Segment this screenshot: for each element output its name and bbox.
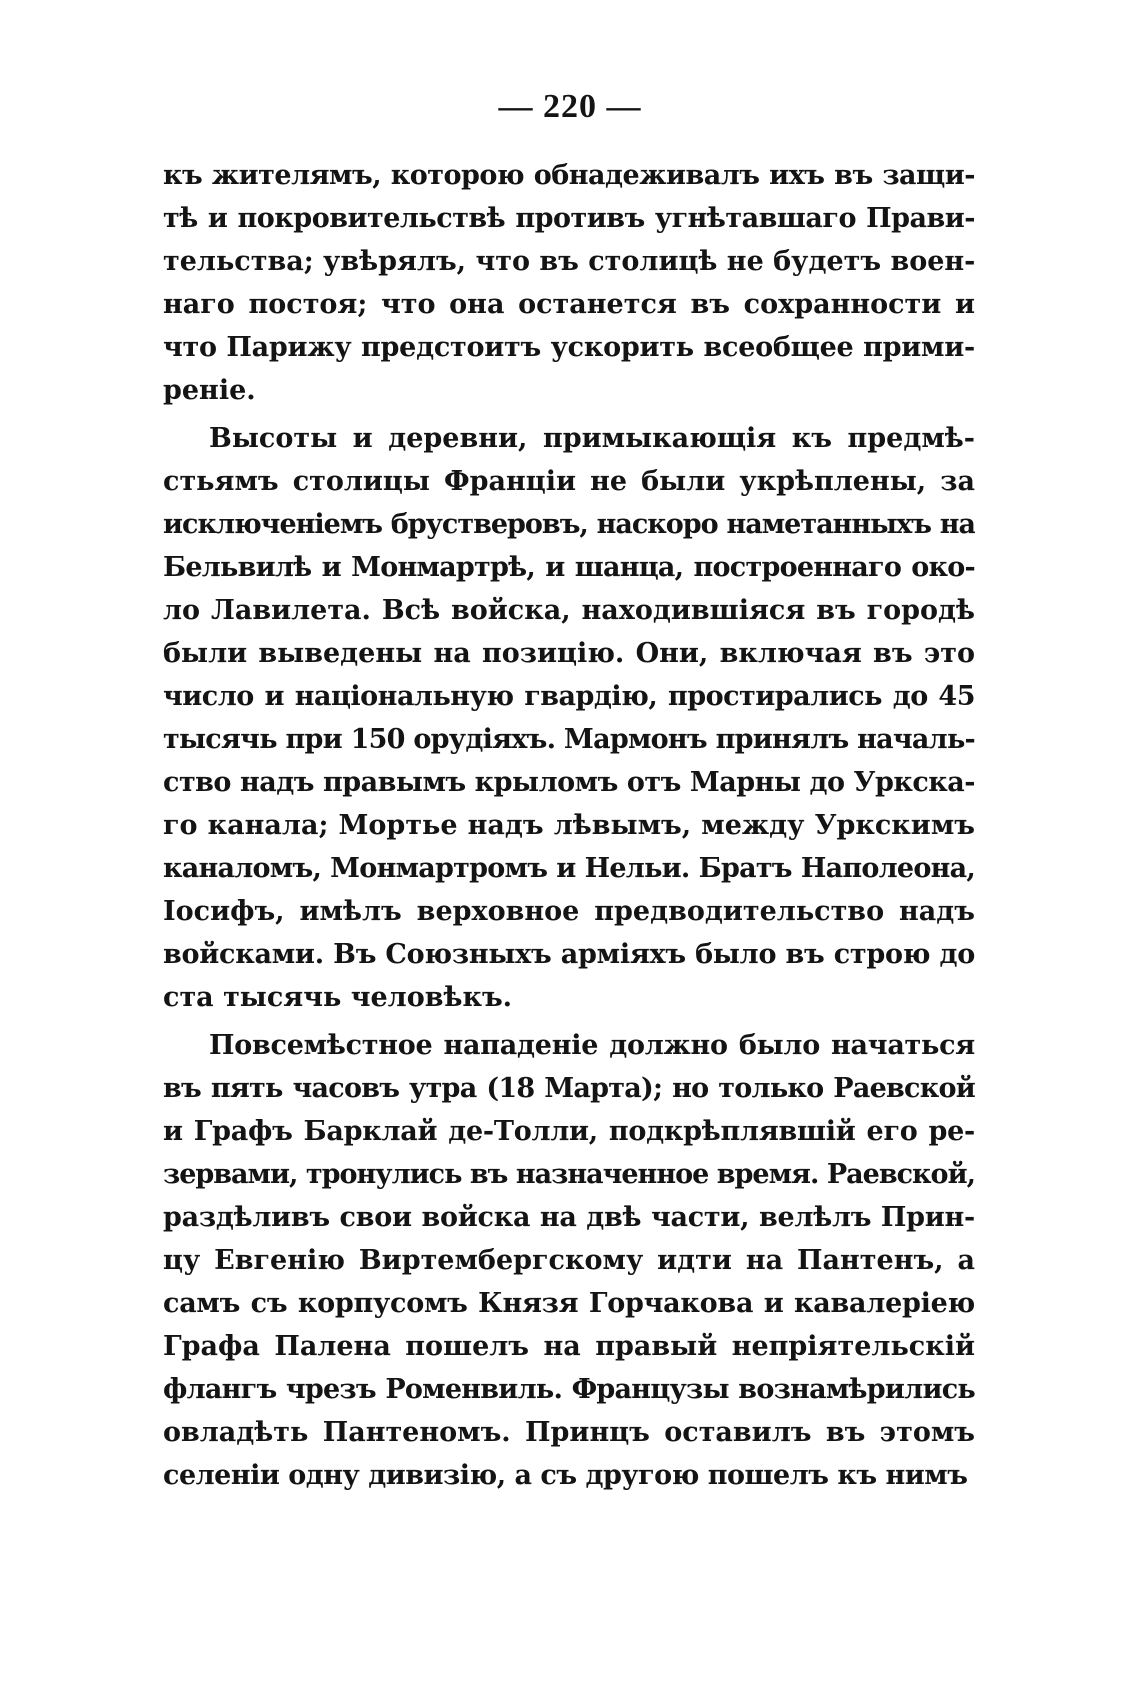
paragraph xyxy=(163,154,975,412)
text-line: и Графъ Барклай де-Толли, подкрѣплявшій его ре- xyxy=(163,1116,975,1147)
text-line: флангъ чрезъ Роменвиль. Французы вознамѣрились xyxy=(163,1374,975,1405)
text-line: были выведены на позицію. Они, включая въ это xyxy=(163,638,975,669)
paragraph xyxy=(163,1024,975,1497)
body-text xyxy=(163,154,975,1497)
text-line: стьямъ столицы Франціи не были укрѣплены, за xyxy=(163,466,975,497)
paragraph xyxy=(163,417,975,1019)
page-number: — 220 — xyxy=(498,88,642,125)
text-line: Графа Палена пошелъ на правый непріятельскій xyxy=(163,1331,975,1362)
text-line: исключеніемъ брустверовъ, наскоро наметанныхъ на xyxy=(163,509,975,540)
text-line: что Парижу предстоитъ ускорить всеобщее прими- xyxy=(163,332,975,363)
text-line: тельства; увѣрялъ, что въ столицѣ не будетъ воен- xyxy=(163,246,975,277)
text-line: Бельвилѣ и Монмартрѣ, и шанца, построеннаго око- xyxy=(163,552,975,583)
text-line: раздѣливъ свои войска на двѣ части, велѣлъ Прин- xyxy=(163,1202,975,1233)
text-line: наго постоя; что она останется въ сохранности и xyxy=(163,289,975,320)
text-line: цу Евгенію Виртембергскому идти на Пантенъ, а xyxy=(163,1245,975,1276)
text-line: ло Лавилета. Всѣ войска, находившіяся въ городѣ xyxy=(163,595,975,626)
text-line: реніе. xyxy=(163,375,256,406)
text-line: го канала; Мортье надъ лѣвымъ, между Уркскимъ xyxy=(163,810,975,841)
text-line: селеніи одну дивизію, а съ другою пошелъ къ нимъ xyxy=(163,1460,968,1491)
text-line: каналомъ, Монмартромъ и Нельи. Братъ Наполеона, xyxy=(163,853,975,884)
text-line: войсками. Въ Союзныхъ арміяхъ было въ строю до xyxy=(163,939,975,970)
text-line: ство надъ правымъ крыломъ отъ Марны до Уркска- xyxy=(163,767,975,798)
text-line: зервами, тронулись въ назначенное время. Раевской, xyxy=(163,1159,975,1190)
text-line: число и національную гвардію, простирались до 45 xyxy=(163,681,975,712)
text-line: ста тысячь человѣкъ. xyxy=(163,982,513,1013)
text-line: Повсемѣстное нападеніе должно было начаться xyxy=(209,1030,975,1061)
text-line: самъ съ корпусомъ Князя Горчакова и кавалеріею xyxy=(163,1288,975,1319)
text-line: въ пять часовъ утра (18 Марта); но только Раевской xyxy=(163,1073,975,1104)
text-line: Іосифъ, имѣлъ верховное предводительство надъ xyxy=(163,896,975,927)
text-line: къ жителямъ, которою обнадеживалъ ихъ въ защи- xyxy=(163,160,975,191)
text-line: Высоты и деревни, примыкающія къ предмѣ- xyxy=(209,423,975,454)
text-line: овладѣть Пантеномъ. Принцъ оставилъ въ этомъ xyxy=(163,1417,975,1448)
text-line: тѣ и покровительствѣ противъ угнѣтавшаго Прави- xyxy=(163,203,975,234)
text-line: тысячь при 150 орудіяхъ. Мармонъ принялъ началь- xyxy=(163,724,975,755)
